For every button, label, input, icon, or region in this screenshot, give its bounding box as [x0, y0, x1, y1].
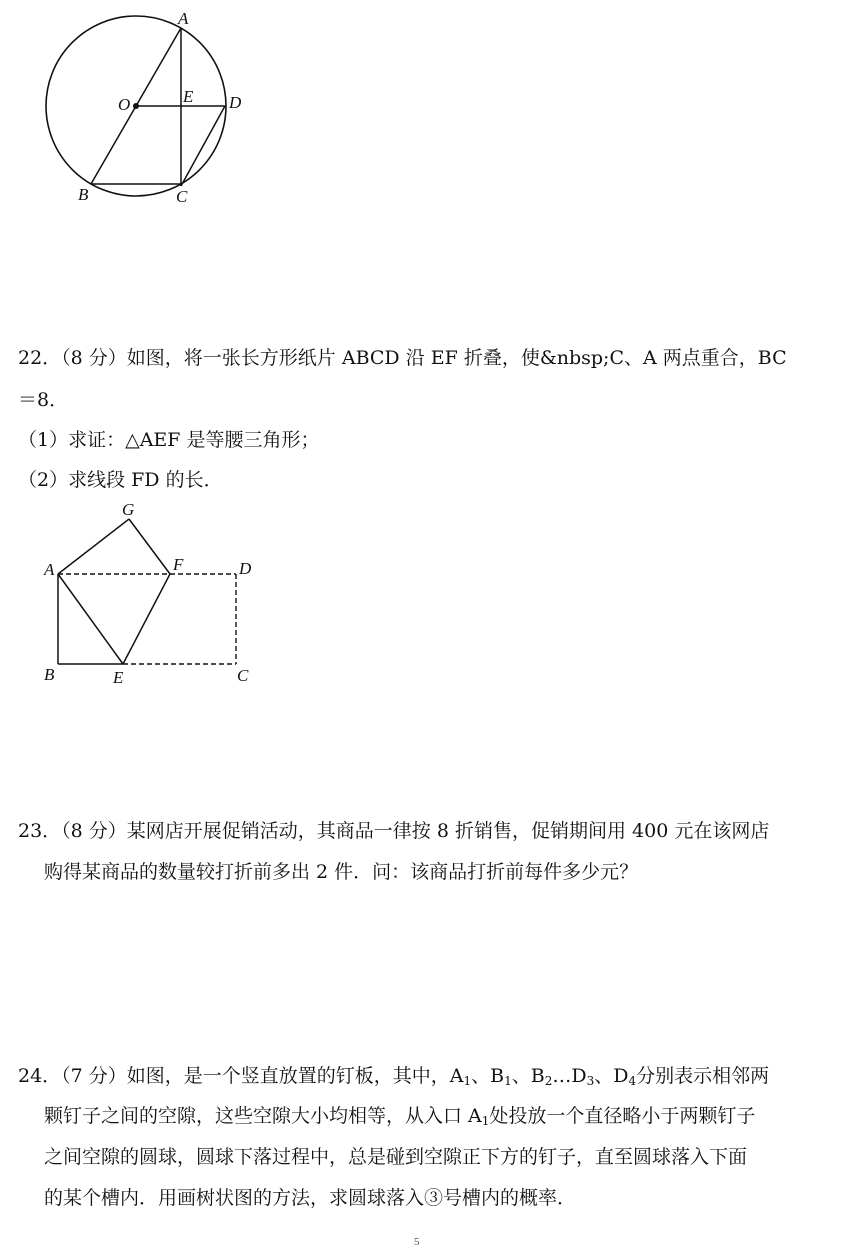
q24-line1 [18, 1064, 769, 1088]
segment-gf [129, 519, 170, 574]
q24-sep3: …D [552, 1065, 587, 1087]
label-o: O [118, 95, 131, 114]
label-b: B [44, 665, 55, 684]
q22-line1: 22．（8 分）如图，将一张长方形纸片 ABCD 沿 EF 折叠，使&nbsp;C、A 两点重合，BC [18, 347, 787, 369]
fold-figure [40, 500, 265, 695]
q24-sep2: 、B [511, 1065, 545, 1087]
q24-sep4: 、D [594, 1065, 629, 1087]
q24-line1-end: 分别表示相邻两 [636, 1065, 770, 1087]
q24-line2-sub: 1 [481, 1114, 490, 1128]
q24-line2-start: 颗钉子之间的空隙，这些空隙大小均相等，从入口 A [44, 1105, 482, 1127]
label-d: D [229, 93, 242, 112]
q24-line4: 的某个槽内．用画树状图的方法，求圆球落入③号槽内的概率． [44, 1187, 577, 1209]
q24-line2-end: 处投放一个直径略小于两颗钉子 [489, 1105, 756, 1127]
q24-line3: 之间空隙的圆球，圆球下落过程中，总是碰到空隙正下方的钉子，直至圆球落入下面 [44, 1146, 748, 1168]
label-g: G [122, 500, 135, 519]
q24-sub-a1: 1 [463, 1074, 472, 1088]
circle-figure [40, 8, 255, 208]
center-dot [133, 103, 139, 109]
label-c: C [176, 187, 188, 206]
segment-ob [91, 106, 136, 184]
q23-line1: 23．（8 分）某网店开展促销活动，其商品一律按 8 折销售，促销期间用 400 元在该网店 [18, 820, 770, 842]
q24-sub-d3: 3 [586, 1074, 595, 1088]
q22-line2: ＝8． [18, 389, 69, 411]
label-a: A [44, 560, 55, 579]
q24-sub-b2: 2 [544, 1074, 553, 1088]
q24-sub-b1: 1 [504, 1074, 512, 1088]
q23-line2: 购得某商品的数量较打折前多出 2 件．问：该商品打折前每件多少元？ [44, 861, 639, 883]
label-c: C [237, 666, 249, 685]
segment-ae [58, 574, 123, 664]
label-e: E [183, 87, 194, 106]
segment-ag [58, 519, 129, 574]
label-f: F [173, 555, 184, 574]
segment-oa [136, 28, 181, 106]
segment-cd [181, 106, 225, 186]
segment-ef [123, 574, 170, 664]
q22-part1: （1）求证：△AEF 是等腰三角形； [18, 429, 320, 451]
q24-sub-d4: 4 [628, 1074, 637, 1088]
q24-sep1: 、B [471, 1065, 505, 1087]
q24-line2 [44, 1104, 755, 1128]
q24-line1-start: 24．（7 分）如图，是一个竖直放置的钉板，其中，A [18, 1065, 464, 1087]
label-d: D [239, 559, 252, 578]
q22-part2: （2）求线段 FD 的长． [18, 469, 223, 491]
label-e: E [113, 668, 124, 687]
page-number: 5 [414, 1236, 420, 1248]
label-b: B [78, 185, 89, 204]
label-a: A [178, 9, 189, 28]
